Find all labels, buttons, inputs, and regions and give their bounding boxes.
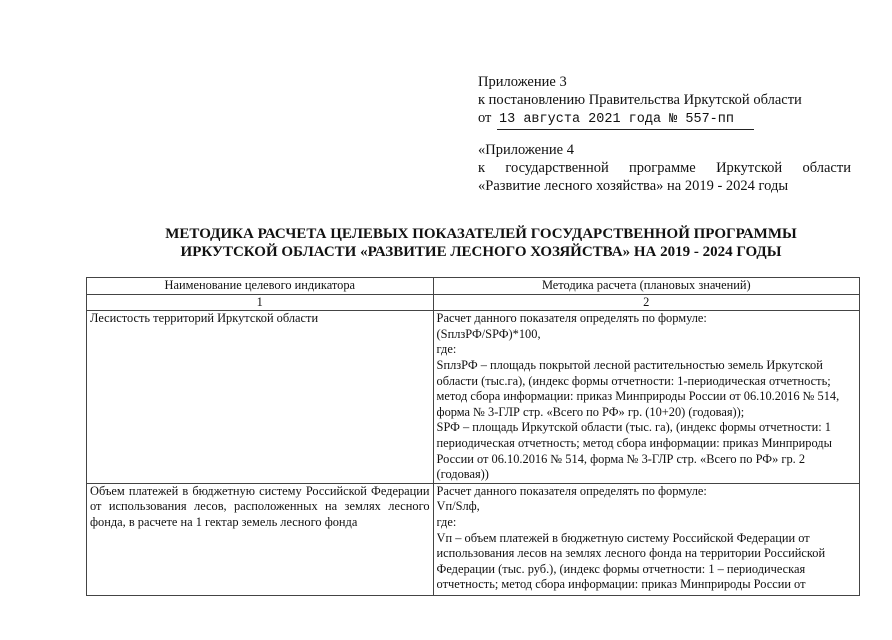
appendix-4-word: Иркутской bbox=[716, 160, 783, 176]
appendix-4-block bbox=[478, 141, 851, 195]
method-intro: Расчет данного показателя определять по формуле: bbox=[436, 483, 707, 498]
title-line-2: ИРКУТСКОЙ ОБЛАСТИ «РАЗВИТИЕ ЛЕСНОГО ХОЗЯЙСТВА» НА 2019 - 2024 ГОДЫ bbox=[180, 244, 782, 260]
method-intro: Расчет данного показателя определять по формуле: bbox=[436, 311, 707, 326]
column-number-1: 1 bbox=[87, 294, 434, 311]
method-variable: SплзРФ – площадь покрытой лесной растительностью земель Иркутской области (тыс.га), (индекс формы отчетности: 1-периодическая отчетность; метод сбора информации: приказ Минприроды России от 06.10.2016 № 514, форма № 3-ГЛР стр. «Всего по РФ» гр. (10+20) (годовая)); bbox=[436, 357, 840, 419]
column-number-2: 2 bbox=[433, 294, 859, 311]
indicator-cell: Лесистость территорий Иркутской области bbox=[87, 311, 434, 484]
appendix-4-heading: «Приложение 4 bbox=[478, 142, 574, 158]
title-line-1: МЕТОДИКА РАСЧЕТА ЦЕЛЕВЫХ ПОКАЗАТЕЛЕЙ ГОСУДАРСТВЕННОЙ ПРОГРАММЫ bbox=[165, 226, 797, 242]
methodology-table bbox=[86, 277, 860, 596]
method-cell-content bbox=[437, 484, 856, 595]
table-header-row bbox=[87, 278, 860, 295]
method-where: где: bbox=[436, 342, 457, 357]
appendix-3-block bbox=[478, 73, 802, 130]
indicator-cell: Объем платежей в бюджетную систему Российской Федерации от использования лесов, расположенных на землях лесного фонда, в расчете на 1 гектар земель лесного фонда bbox=[87, 483, 434, 595]
method-formula: Vп/Sлф, bbox=[436, 499, 480, 514]
document-title bbox=[86, 225, 876, 261]
appendix-3-reference: к постановлению Правительства Иркутской области bbox=[478, 92, 802, 108]
method-where: где: bbox=[436, 514, 457, 529]
appendix-4-word: государственной bbox=[505, 160, 609, 176]
method-cell bbox=[433, 483, 859, 595]
date-prefix: от bbox=[478, 110, 492, 126]
typed-date-number: 13 августа 2021 года № 557-пп bbox=[497, 111, 754, 130]
appendix-4-word: области bbox=[802, 160, 851, 176]
appendix-4-program-name: «Развитие лесного хозяйства» на 2019 - 2024 годы bbox=[478, 178, 789, 194]
appendix-4-word: программе bbox=[629, 160, 696, 176]
column-header-method: Методика расчета (плановых значений) bbox=[433, 278, 859, 295]
appendix-3-date-line bbox=[478, 109, 802, 130]
table-number-row bbox=[87, 294, 860, 311]
table-row bbox=[87, 483, 860, 595]
table-row bbox=[87, 311, 860, 484]
method-variable: SРФ – площадь Иркутской области (тыс. га), (индекс формы отчетности: 1 периодическая отчетность; метод сбора информации: приказ Минприроды России от 06.10.2016 № 514, форма № 3-ГЛР стр. «Всего по РФ» гр. 2 (годовая)) bbox=[436, 420, 832, 482]
appendix-4-reference bbox=[478, 159, 851, 177]
method-variable: Vп – объем платежей в бюджетную систему Российской Федерации от использования лесов на землях лесного фонда на территории Российской Федерации (тыс. руб.), (индекс формы отчетности: 1 – периодическая отчетность; метод сбора информации: приказ Минприроды России от bbox=[436, 530, 826, 592]
column-header-indicator: Наименование целевого индикатора bbox=[87, 278, 434, 295]
appendix-4-word: к bbox=[478, 160, 486, 176]
method-formula: (SплзРФ/SРФ)*100, bbox=[436, 326, 541, 341]
method-cell bbox=[433, 311, 859, 484]
appendix-3-heading: Приложение 3 bbox=[478, 74, 567, 90]
